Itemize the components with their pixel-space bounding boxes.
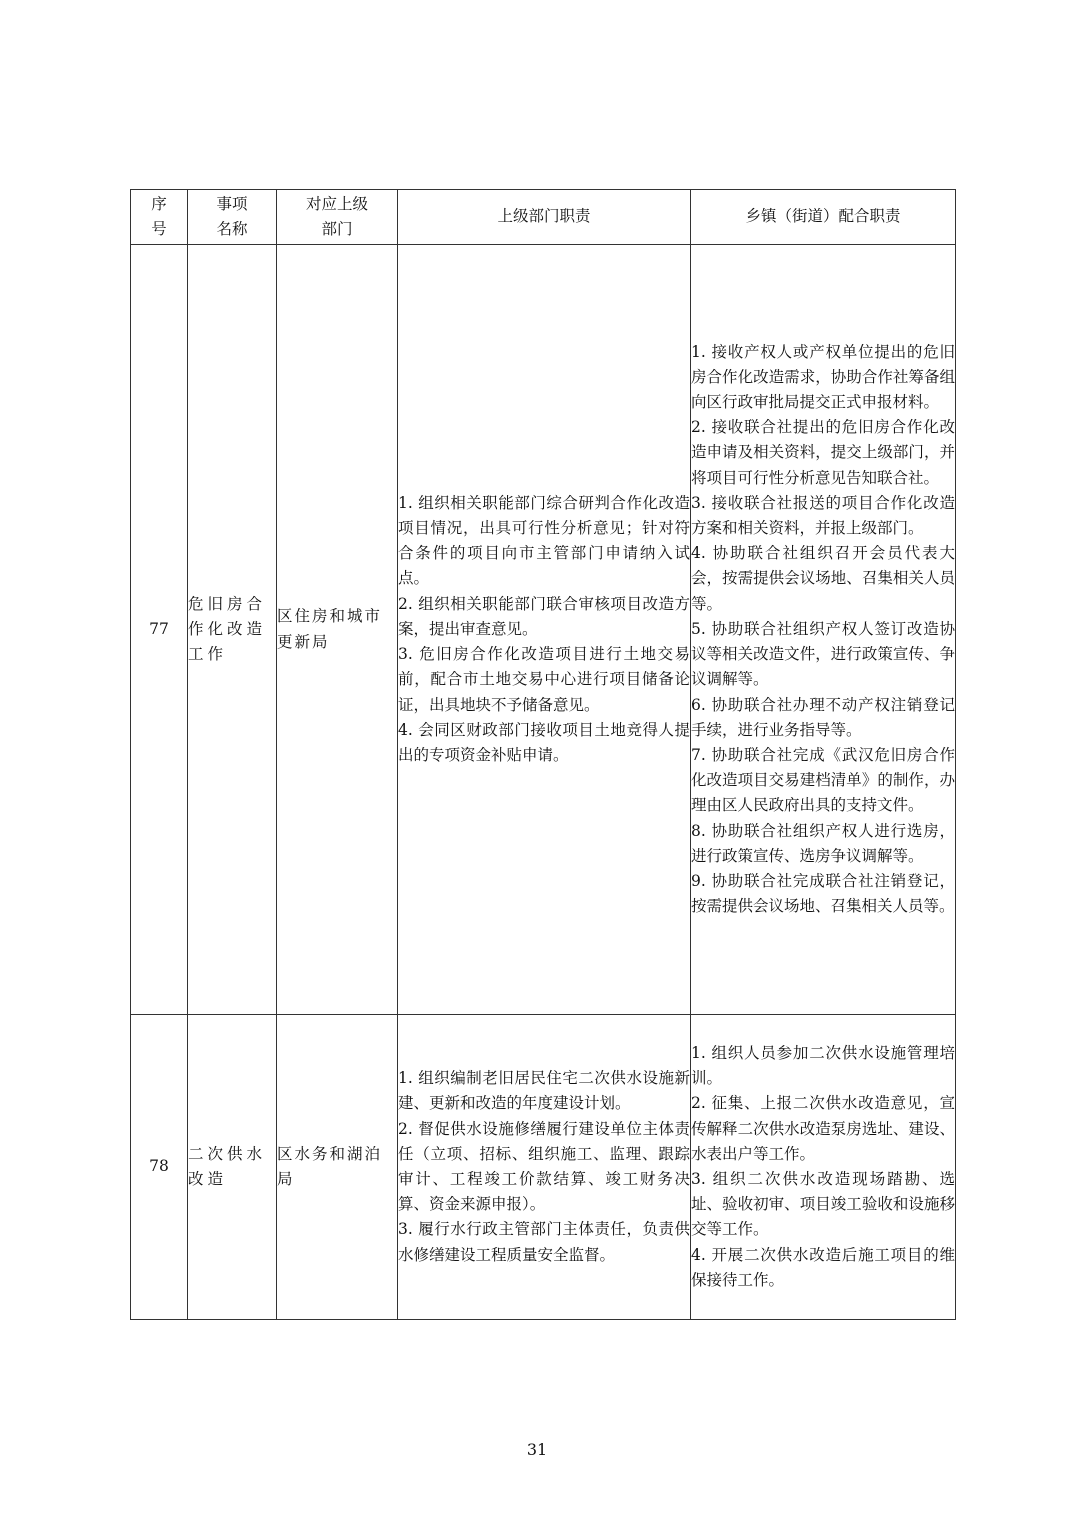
- duty-item: 2. 督促供水设施修缮履行建设单位主体责任（立项、招标、组织施工、监理、跟踪审计、工程竣工价款结算、竣工财务决算、资金来源申报）。: [398, 1119, 690, 1214]
- header-upper-dept: 对应上级 部门: [277, 190, 398, 245]
- header-upper-duties: 上级部门职责: [398, 190, 691, 245]
- header-item-name: 事项 名称: [188, 190, 277, 245]
- duty-item: 2. 接收联合社提出的危旧房合作化改造申请及相关资料，提交上级部门，并将项目可行性分析意见告知联合社。: [691, 418, 955, 487]
- page-number: 31: [526, 1440, 548, 1459]
- duty-item: 8. 协助联合社组织产权人进行选房，进行政策宣传、选房争议调解等。: [691, 821, 955, 865]
- duty-item: 2. 征集、上报二次供水改造意见，宣传解释二次供水改造泵房选址、建设、水表出户等工作。: [691, 1094, 955, 1163]
- duty-item: 1. 接收产权人或产权单位提出的危旧房合作化改造需求，协助合作社筹备组向区行政审批局提交正式申报材料。: [691, 342, 955, 412]
- duty-item: 7. 协助联合社完成《武汉危旧房合作化改造项目交易建档清单》的制作，办理由区人民政府出具的支持文件。: [691, 745, 955, 815]
- town-duties: [691, 1015, 956, 1320]
- duty-item: 4. 协助联合社组织召开会员代表大会，按需提供会议场地、召集相关人员等。: [691, 544, 955, 613]
- duty-item: 3. 组织二次供水改造现场踏勘、选址、验收初审、项目竣工验收和设施移交等工作。: [691, 1170, 955, 1239]
- upper-duties: [398, 1015, 691, 1320]
- header-no: 序 号: [131, 190, 188, 245]
- duty-item: 5. 协助联合社组织产权人签订改造协议等相关改造文件，进行政策宣传、争议调解等。: [691, 619, 955, 689]
- item-name: 二次供水改造: [188, 1015, 277, 1320]
- upper-dept: 区住房和城市更新局: [277, 245, 398, 1015]
- header-town-duties: 乡镇（街道）配合职责: [691, 190, 956, 245]
- duty-item: 3. 危旧房合作化改造项目进行土地交易前，配合市土地交易中心进行项目储备论证，出具地块不予储备意见。: [398, 645, 690, 714]
- row-number: 77: [131, 245, 188, 1015]
- duties-table: [130, 189, 956, 1320]
- row-number: 78: [131, 1015, 188, 1320]
- town-duties: [691, 245, 956, 1015]
- duty-item: 6. 协助联合社办理不动产权注销登记手续，进行业务指导等。: [691, 695, 955, 739]
- duty-item: 4. 会同区财政部门接收项目土地竞得人提出的专项资金补贴申请。: [398, 720, 690, 764]
- table-row: [131, 245, 956, 1015]
- duty-item: 4. 开展二次供水改造后施工项目的维保接待工作。: [691, 1245, 955, 1289]
- duty-item: 3. 接收联合社报送的项目合作化改造方案和相关资料，并报上级部门。: [691, 493, 955, 538]
- duty-item: 3. 履行水行政主管部门主体责任，负责供水修缮建设工程质量安全监督。: [398, 1220, 690, 1264]
- duty-item: 9. 协助联合社完成联合社注销登记，按需提供会议场地、召集相关人员等。: [691, 871, 955, 916]
- upper-dept: 区水务和湖泊局: [277, 1015, 398, 1320]
- header-row: [131, 190, 956, 245]
- duty-item: 1. 组织编制老旧居民住宅二次供水设施新建、更新和改造的年度建设计划。: [398, 1069, 690, 1113]
- duty-item: 2. 组织相关职能部门联合审核项目改造方案，提出审查意见。: [398, 594, 690, 638]
- duty-item: 1. 组织人员参加二次供水设施管理培训。: [691, 1043, 955, 1088]
- table-row: [131, 1015, 956, 1320]
- item-name: 危旧房合作化改造工作: [188, 245, 277, 1015]
- duty-item: 1. 组织相关职能部门综合研判合作化改造项目情况，出具可行性分析意见；针对符合条件的项目向市主管部门申请纳入试点。: [398, 493, 690, 588]
- upper-duties: [398, 245, 691, 1015]
